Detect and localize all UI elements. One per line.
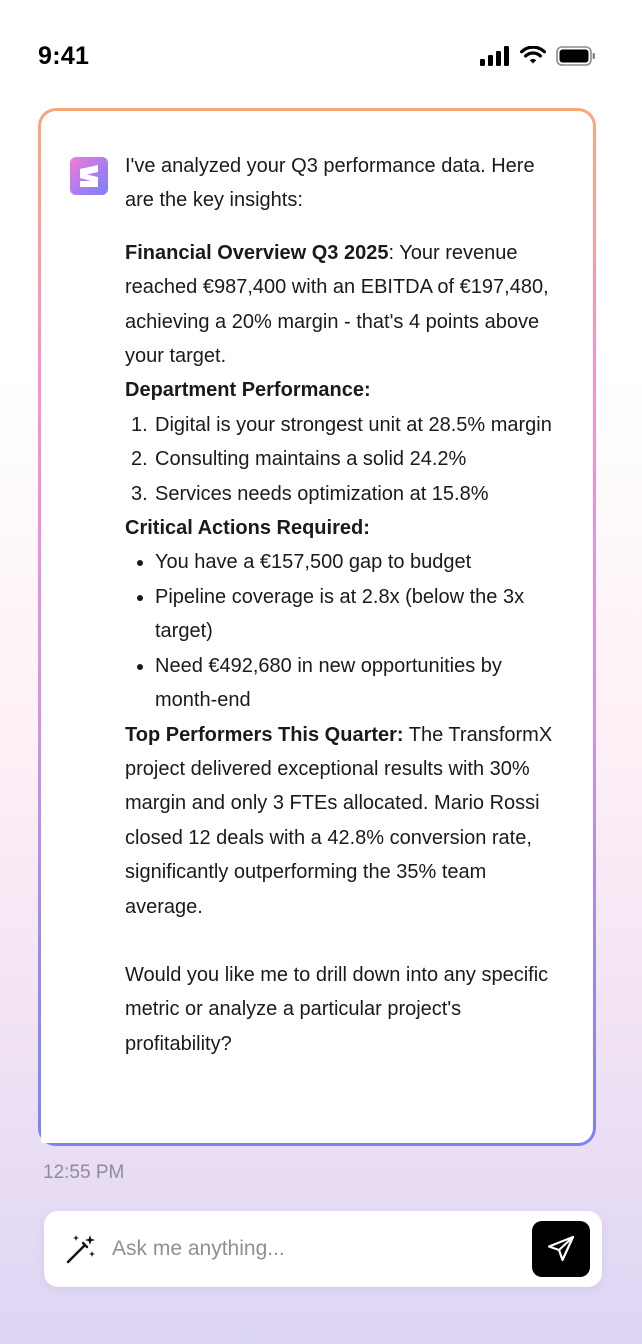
list-item: 2. Consulting maintains a solid 24.2% xyxy=(131,448,467,471)
assistant-message-text xyxy=(125,149,565,1061)
list-item: Pipeline coverage is at 2.8x (below the 3x target) xyxy=(125,580,565,649)
status-time: 9:41 xyxy=(38,42,90,70)
send-button[interactable] xyxy=(532,1221,590,1277)
top-performers-paragraph xyxy=(125,718,565,924)
actions-list xyxy=(125,545,565,717)
message-closing: Would you like me to drill down into any specific metric or analyze a particular project's profitability? xyxy=(125,963,549,1055)
battery-icon xyxy=(556,46,596,66)
performers-heading: Top Performers This Quarter: xyxy=(125,723,404,746)
chat-composer xyxy=(44,1211,602,1287)
message-timestamp: 12:55 PM xyxy=(43,1162,125,1183)
chat-input[interactable] xyxy=(112,1229,512,1269)
list-item: 3. Services needs optimization at 15.8% xyxy=(131,482,489,505)
magic-wand-icon[interactable] xyxy=(64,1232,98,1266)
app-logo-icon xyxy=(70,157,108,195)
department-list xyxy=(125,408,565,511)
wifi-icon xyxy=(520,46,546,66)
signal-icon xyxy=(480,46,510,66)
financial-overview-paragraph xyxy=(125,236,565,374)
status-bar xyxy=(0,0,642,110)
assistant-message-body xyxy=(41,111,593,1143)
list-item: Need €492,680 in new opportunities by month-end xyxy=(125,649,565,718)
performers-text: The TransformX project delivered exceptional results with 30% margin and only 3 FTEs allocated. Mario Rossi closed 12 deals with a 42.8% conversion rate, significantly outperforming the 35% team average. xyxy=(125,723,553,918)
financial-heading: Financial Overview Q3 2025 xyxy=(125,241,389,264)
assistant-message-card xyxy=(38,108,596,1146)
status-icons xyxy=(480,46,596,66)
message-intro: I've analyzed your Q3 performance data. Here are the key insights: xyxy=(125,155,535,212)
department-heading: Department Performance: xyxy=(125,379,371,402)
list-item: 1. Digital is your strongest unit at 28.5% margin xyxy=(131,413,552,436)
list-item: You have a €157,500 gap to budget xyxy=(125,545,565,579)
actions-heading: Critical Actions Required: xyxy=(125,517,370,540)
financial-text: : Your revenue reached €987,400 with an EBITDA of €197,480, achieving a 20% margin - that's 4 points above your target. xyxy=(125,241,549,368)
send-icon xyxy=(546,1234,576,1264)
